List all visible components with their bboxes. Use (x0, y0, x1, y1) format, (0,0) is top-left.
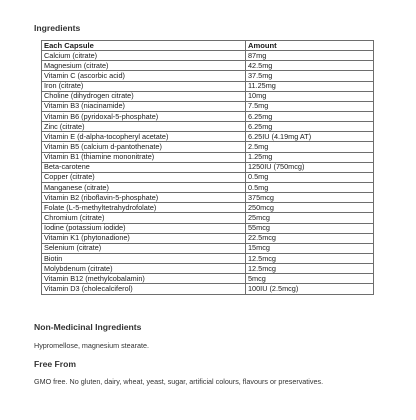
ingredient-name-cell: Vitamin B12 (methylcobalamin) (42, 274, 246, 284)
table-row (42, 91, 374, 101)
table-row (42, 274, 374, 284)
column-header-amount: Amount (246, 41, 374, 51)
ingredient-amount-cell: 5mcg (246, 274, 374, 284)
ingredient-amount-cell: 1250IU (750mcg) (246, 162, 374, 172)
ingredient-rows (42, 51, 374, 294)
ingredient-amount-cell: 22.5mcg (246, 233, 374, 243)
ingredient-name-cell: Vitamin B3 (niacinamide) (42, 101, 246, 111)
ingredient-amount-cell: 375mcg (246, 193, 374, 203)
non-medicinal-heading: Non-Medicinal Ingredients (34, 322, 142, 332)
ingredient-name-cell: Vitamin B2 (riboflavin-5-phosphate) (42, 193, 246, 203)
ingredient-amount-cell: 1.25mg (246, 152, 374, 162)
table-row (42, 193, 374, 203)
ingredient-amount-cell: 0.5mg (246, 182, 374, 192)
ingredient-name-cell: Vitamin E (d-alpha-tocopheryl acetate) (42, 132, 246, 142)
ingredient-amount-cell: 25mcg (246, 213, 374, 223)
ingredient-name-cell: Folate (L-5-methyltetrahydrofolate) (42, 203, 246, 213)
table-row (42, 152, 374, 162)
ingredient-amount-cell: 42.5mg (246, 61, 374, 71)
ingredient-name-cell: Vitamin B5 (calcium d-pantothenate) (42, 142, 246, 152)
ingredient-name-cell: Calcium (citrate) (42, 51, 246, 61)
table-row (42, 132, 374, 142)
ingredient-name-cell: Zinc (citrate) (42, 122, 246, 132)
ingredient-amount-cell: 7.5mg (246, 101, 374, 111)
ingredient-amount-cell: 10mg (246, 91, 374, 101)
free-from-heading: Free From (34, 359, 77, 369)
table-row (42, 61, 374, 71)
table-row (42, 264, 374, 274)
table-row (42, 142, 374, 152)
ingredient-amount-cell: 11.25mg (246, 81, 374, 91)
ingredient-name-cell: Chromium (citrate) (42, 213, 246, 223)
table-row (42, 243, 374, 253)
ingredient-name-cell: Vitamin B6 (pyridoxal-5-phosphate) (42, 111, 246, 121)
ingredient-name-cell: Beta-carotene (42, 162, 246, 172)
ingredient-name-cell: Biotin (42, 253, 246, 263)
ingredient-name-cell: Iron (citrate) (42, 81, 246, 91)
table-row (42, 111, 374, 121)
ingredient-name-cell: Iodine (potassium iodide) (42, 223, 246, 233)
table-row (42, 253, 374, 263)
table-row (42, 223, 374, 233)
ingredient-name-cell: Vitamin B1 (thiamine mononitrate) (42, 152, 246, 162)
table-row (42, 71, 374, 81)
ingredient-name-cell: Vitamin K1 (phytonadione) (42, 233, 246, 243)
ingredient-amount-cell: 6.25mg (246, 122, 374, 132)
ingredient-amount-cell: 0.5mg (246, 172, 374, 182)
ingredient-amount-cell: 100IU (2.5mcg) (246, 284, 374, 294)
ingredient-amount-cell: 15mcg (246, 243, 374, 253)
ingredient-name-cell: Selenium (citrate) (42, 243, 246, 253)
ingredient-name-cell: Magnesium (citrate) (42, 61, 246, 71)
ingredients-heading: Ingredients (34, 23, 81, 33)
table-row (42, 284, 374, 294)
ingredient-amount-cell: 87mg (246, 51, 374, 61)
ingredient-amount-cell: 6.25IU (4.19mg AT) (246, 132, 374, 142)
table-row (42, 233, 374, 243)
table-row (42, 203, 374, 213)
ingredients-table (41, 40, 374, 295)
ingredient-amount-cell: 250mcg (246, 203, 374, 213)
ingredient-amount-cell: 12.5mcg (246, 253, 374, 263)
ingredient-name-cell: Molybdenum (citrate) (42, 264, 246, 274)
table-row (42, 122, 374, 132)
table-row (42, 162, 374, 172)
ingredient-amount-cell: 12.5mcg (246, 264, 374, 274)
ingredient-amount-cell: 6.25mg (246, 111, 374, 121)
non-medicinal-text: Hypromellose, magnesium stearate. (34, 341, 150, 350)
ingredient-amount-cell: 55mcg (246, 223, 374, 233)
table-row (42, 51, 374, 61)
ingredient-name-cell: Copper (citrate) (42, 172, 246, 182)
ingredient-name-cell: Manganese (citrate) (42, 182, 246, 192)
free-from-text: GMO free. No gluten, dairy, wheat, yeast, sugar, artificial colours, flavours or preservatives. (34, 377, 324, 386)
table-row (42, 81, 374, 91)
ingredient-amount-cell: 37.5mg (246, 71, 374, 81)
ingredient-name-cell: Choline (dihydrogen citrate) (42, 91, 246, 101)
table-row (42, 101, 374, 111)
column-header-each-capsule: Each Capsule (42, 41, 246, 51)
table-header-row (42, 41, 374, 51)
ingredient-name-cell: Vitamin C (ascorbic acid) (42, 71, 246, 81)
table-row (42, 182, 374, 192)
table-row (42, 172, 374, 182)
table-row (42, 213, 374, 223)
ingredient-amount-cell: 2.5mg (246, 142, 374, 152)
ingredient-name-cell: Vitamin D3 (cholecalciferol) (42, 284, 246, 294)
